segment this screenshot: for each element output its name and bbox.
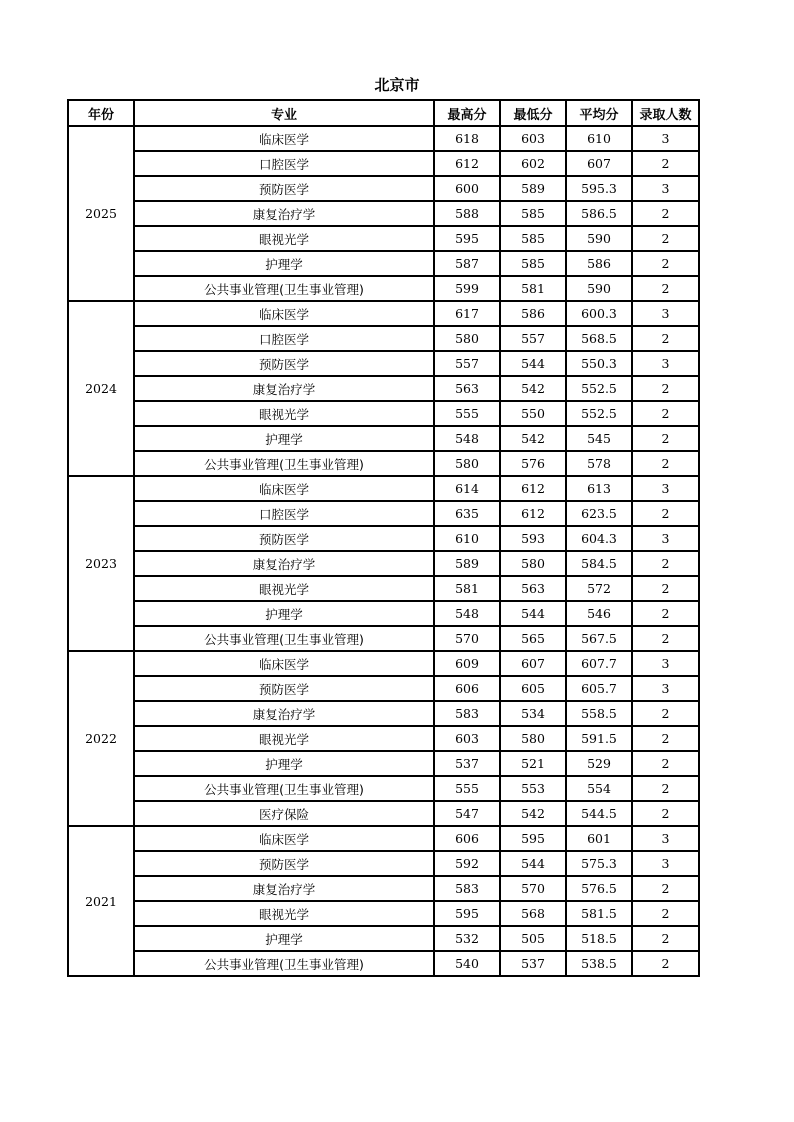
header-avg-score: 平均分	[566, 100, 632, 126]
table-row	[68, 401, 699, 426]
table-row	[68, 126, 699, 151]
avg-score-cell: 554	[566, 776, 632, 801]
enrolled-cell: 2	[632, 251, 699, 276]
table-row	[68, 826, 699, 851]
year-cell: 2021	[68, 826, 134, 976]
table-row	[68, 601, 699, 626]
min-score-cell: 589	[500, 176, 566, 201]
table-row	[68, 751, 699, 776]
min-score-cell: 581	[500, 276, 566, 301]
table-row	[68, 526, 699, 551]
enrolled-cell: 2	[632, 951, 699, 976]
max-score-cell: 532	[434, 926, 500, 951]
max-score-cell: 557	[434, 351, 500, 376]
enrolled-cell: 2	[632, 401, 699, 426]
max-score-cell: 555	[434, 401, 500, 426]
min-score-cell: 563	[500, 576, 566, 601]
table-row	[68, 151, 699, 176]
enrolled-cell: 2	[632, 876, 699, 901]
table-row	[68, 951, 699, 976]
max-score-cell: 555	[434, 776, 500, 801]
major-cell: 临床医学	[134, 826, 434, 851]
min-score-cell: 612	[500, 476, 566, 501]
avg-score-cell: 518.5	[566, 926, 632, 951]
avg-score-cell: 586.5	[566, 201, 632, 226]
enrolled-cell: 2	[632, 926, 699, 951]
min-score-cell: 580	[500, 551, 566, 576]
avg-score-cell: 552.5	[566, 401, 632, 426]
table-row	[68, 651, 699, 676]
min-score-cell: 605	[500, 676, 566, 701]
major-cell: 眼视光学	[134, 901, 434, 926]
avg-score-cell: 538.5	[566, 951, 632, 976]
avg-score-cell: 623.5	[566, 501, 632, 526]
max-score-cell: 581	[434, 576, 500, 601]
enrolled-cell: 3	[632, 676, 699, 701]
table-row	[68, 201, 699, 226]
max-score-cell: 548	[434, 426, 500, 451]
table-row	[68, 851, 699, 876]
admission-scores-table	[67, 99, 700, 977]
enrolled-cell: 2	[632, 751, 699, 776]
table-row	[68, 901, 699, 926]
min-score-cell: 505	[500, 926, 566, 951]
table-row	[68, 701, 699, 726]
table-row	[68, 326, 699, 351]
table-row	[68, 351, 699, 376]
table-row	[68, 776, 699, 801]
avg-score-cell: 601	[566, 826, 632, 851]
max-score-cell: 618	[434, 126, 500, 151]
max-score-cell: 583	[434, 876, 500, 901]
max-score-cell: 599	[434, 276, 500, 301]
min-score-cell: 568	[500, 901, 566, 926]
avg-score-cell: 581.5	[566, 901, 632, 926]
enrolled-cell: 2	[632, 201, 699, 226]
min-score-cell: 557	[500, 326, 566, 351]
max-score-cell: 600	[434, 176, 500, 201]
major-cell: 护理学	[134, 751, 434, 776]
page-title: 北京市	[374, 76, 420, 94]
major-cell: 预防医学	[134, 526, 434, 551]
avg-score-cell: 607	[566, 151, 632, 176]
max-score-cell: 603	[434, 726, 500, 751]
min-score-cell: 580	[500, 726, 566, 751]
enrolled-cell: 2	[632, 426, 699, 451]
enrolled-cell: 3	[632, 301, 699, 326]
header-major: 专业	[134, 100, 434, 126]
min-score-cell: 550	[500, 401, 566, 426]
header-min-score: 最低分	[500, 100, 566, 126]
max-score-cell: 606	[434, 676, 500, 701]
table-row	[68, 501, 699, 526]
major-cell: 公共事业管理(卫生事业管理)	[134, 276, 434, 301]
major-cell: 医疗保险	[134, 801, 434, 826]
max-score-cell: 589	[434, 551, 500, 576]
enrolled-cell: 2	[632, 551, 699, 576]
table-row	[68, 276, 699, 301]
max-score-cell: 580	[434, 451, 500, 476]
enrolled-cell: 2	[632, 576, 699, 601]
max-score-cell: 595	[434, 226, 500, 251]
enrolled-cell: 2	[632, 801, 699, 826]
avg-score-cell: 584.5	[566, 551, 632, 576]
max-score-cell: 583	[434, 701, 500, 726]
major-cell: 康复治疗学	[134, 876, 434, 901]
max-score-cell: 635	[434, 501, 500, 526]
enrolled-cell: 3	[632, 126, 699, 151]
min-score-cell: 534	[500, 701, 566, 726]
avg-score-cell: 550.3	[566, 351, 632, 376]
avg-score-cell: 576.5	[566, 876, 632, 901]
min-score-cell: 553	[500, 776, 566, 801]
avg-score-cell: 575.3	[566, 851, 632, 876]
major-cell: 眼视光学	[134, 726, 434, 751]
max-score-cell: 595	[434, 901, 500, 926]
major-cell: 护理学	[134, 601, 434, 626]
enrolled-cell: 3	[632, 176, 699, 201]
table-row	[68, 251, 699, 276]
avg-score-cell: 600.3	[566, 301, 632, 326]
max-score-cell: 588	[434, 201, 500, 226]
min-score-cell: 595	[500, 826, 566, 851]
table-row	[68, 301, 699, 326]
max-score-cell: 592	[434, 851, 500, 876]
table-row	[68, 476, 699, 501]
enrolled-cell: 2	[632, 326, 699, 351]
major-cell: 眼视光学	[134, 226, 434, 251]
min-score-cell: 565	[500, 626, 566, 651]
major-cell: 临床医学	[134, 126, 434, 151]
min-score-cell: 544	[500, 601, 566, 626]
table-row	[68, 226, 699, 251]
major-cell: 康复治疗学	[134, 201, 434, 226]
avg-score-cell: 586	[566, 251, 632, 276]
min-score-cell: 607	[500, 651, 566, 676]
max-score-cell: 537	[434, 751, 500, 776]
enrolled-cell: 2	[632, 276, 699, 301]
major-cell: 口腔医学	[134, 151, 434, 176]
major-cell: 预防医学	[134, 351, 434, 376]
avg-score-cell: 613	[566, 476, 632, 501]
enrolled-cell: 2	[632, 151, 699, 176]
min-score-cell: 542	[500, 801, 566, 826]
table-row	[68, 726, 699, 751]
table-row	[68, 376, 699, 401]
enrolled-cell: 2	[632, 776, 699, 801]
min-score-cell: 585	[500, 251, 566, 276]
table-row	[68, 626, 699, 651]
avg-score-cell: 578	[566, 451, 632, 476]
min-score-cell: 612	[500, 501, 566, 526]
max-score-cell: 540	[434, 951, 500, 976]
max-score-cell: 617	[434, 301, 500, 326]
avg-score-cell: 607.7	[566, 651, 632, 676]
max-score-cell: 610	[434, 526, 500, 551]
enrolled-cell: 2	[632, 901, 699, 926]
max-score-cell: 547	[434, 801, 500, 826]
major-cell: 护理学	[134, 926, 434, 951]
max-score-cell: 606	[434, 826, 500, 851]
major-cell: 公共事业管理(卫生事业管理)	[134, 776, 434, 801]
max-score-cell: 580	[434, 326, 500, 351]
table-row	[68, 876, 699, 901]
table-row	[68, 426, 699, 451]
max-score-cell: 587	[434, 251, 500, 276]
avg-score-cell: 590	[566, 226, 632, 251]
year-cell: 2023	[68, 476, 134, 651]
avg-score-cell: 546	[566, 601, 632, 626]
max-score-cell: 548	[434, 601, 500, 626]
enrolled-cell: 2	[632, 226, 699, 251]
min-score-cell: 586	[500, 301, 566, 326]
min-score-cell: 544	[500, 851, 566, 876]
min-score-cell: 576	[500, 451, 566, 476]
table-row	[68, 176, 699, 201]
year-cell: 2022	[68, 651, 134, 826]
major-cell: 预防医学	[134, 176, 434, 201]
major-cell: 康复治疗学	[134, 701, 434, 726]
avg-score-cell: 590	[566, 276, 632, 301]
min-score-cell: 570	[500, 876, 566, 901]
min-score-cell: 585	[500, 226, 566, 251]
avg-score-cell: 545	[566, 426, 632, 451]
max-score-cell: 609	[434, 651, 500, 676]
max-score-cell: 614	[434, 476, 500, 501]
min-score-cell: 593	[500, 526, 566, 551]
major-cell: 预防医学	[134, 851, 434, 876]
min-score-cell: 542	[500, 426, 566, 451]
major-cell: 眼视光学	[134, 576, 434, 601]
min-score-cell: 585	[500, 201, 566, 226]
max-score-cell: 570	[434, 626, 500, 651]
major-cell: 公共事业管理(卫生事业管理)	[134, 451, 434, 476]
avg-score-cell: 595.3	[566, 176, 632, 201]
header-max-score: 最高分	[434, 100, 500, 126]
enrolled-cell: 3	[632, 526, 699, 551]
year-cell: 2025	[68, 126, 134, 301]
avg-score-cell: 567.5	[566, 626, 632, 651]
major-cell: 临床医学	[134, 651, 434, 676]
table-row	[68, 451, 699, 476]
avg-score-cell: 529	[566, 751, 632, 776]
major-cell: 临床医学	[134, 476, 434, 501]
avg-score-cell: 605.7	[566, 676, 632, 701]
enrolled-cell: 2	[632, 376, 699, 401]
table-row	[68, 576, 699, 601]
avg-score-cell: 544.5	[566, 801, 632, 826]
major-cell: 口腔医学	[134, 501, 434, 526]
table-body	[68, 126, 699, 976]
avg-score-cell: 610	[566, 126, 632, 151]
year-cell: 2024	[68, 301, 134, 476]
min-score-cell: 603	[500, 126, 566, 151]
enrolled-cell: 2	[632, 451, 699, 476]
header-year: 年份	[68, 100, 134, 126]
major-cell: 口腔医学	[134, 326, 434, 351]
avg-score-cell: 604.3	[566, 526, 632, 551]
enrolled-cell: 3	[632, 351, 699, 376]
table-row	[68, 801, 699, 826]
enrolled-cell: 2	[632, 501, 699, 526]
avg-score-cell: 552.5	[566, 376, 632, 401]
avg-score-cell: 572	[566, 576, 632, 601]
enrolled-cell: 2	[632, 601, 699, 626]
enrolled-cell: 3	[632, 651, 699, 676]
max-score-cell: 612	[434, 151, 500, 176]
max-score-cell: 563	[434, 376, 500, 401]
min-score-cell: 602	[500, 151, 566, 176]
major-cell: 公共事业管理(卫生事业管理)	[134, 951, 434, 976]
major-cell: 护理学	[134, 251, 434, 276]
major-cell: 护理学	[134, 426, 434, 451]
enrolled-cell: 2	[632, 726, 699, 751]
header-row	[68, 100, 699, 126]
enrolled-cell: 3	[632, 851, 699, 876]
enrolled-cell: 2	[632, 626, 699, 651]
enrolled-cell: 2	[632, 701, 699, 726]
major-cell: 康复治疗学	[134, 376, 434, 401]
min-score-cell: 542	[500, 376, 566, 401]
avg-score-cell: 568.5	[566, 326, 632, 351]
table-row	[68, 926, 699, 951]
major-cell: 康复治疗学	[134, 551, 434, 576]
enrolled-cell: 3	[632, 476, 699, 501]
major-cell: 公共事业管理(卫生事业管理)	[134, 626, 434, 651]
min-score-cell: 537	[500, 951, 566, 976]
min-score-cell: 544	[500, 351, 566, 376]
header-enrolled: 录取人数	[632, 100, 699, 126]
major-cell: 临床医学	[134, 301, 434, 326]
major-cell: 眼视光学	[134, 401, 434, 426]
table-row	[68, 676, 699, 701]
avg-score-cell: 558.5	[566, 701, 632, 726]
avg-score-cell: 591.5	[566, 726, 632, 751]
enrolled-cell: 3	[632, 826, 699, 851]
major-cell: 预防医学	[134, 676, 434, 701]
table-row	[68, 551, 699, 576]
min-score-cell: 521	[500, 751, 566, 776]
